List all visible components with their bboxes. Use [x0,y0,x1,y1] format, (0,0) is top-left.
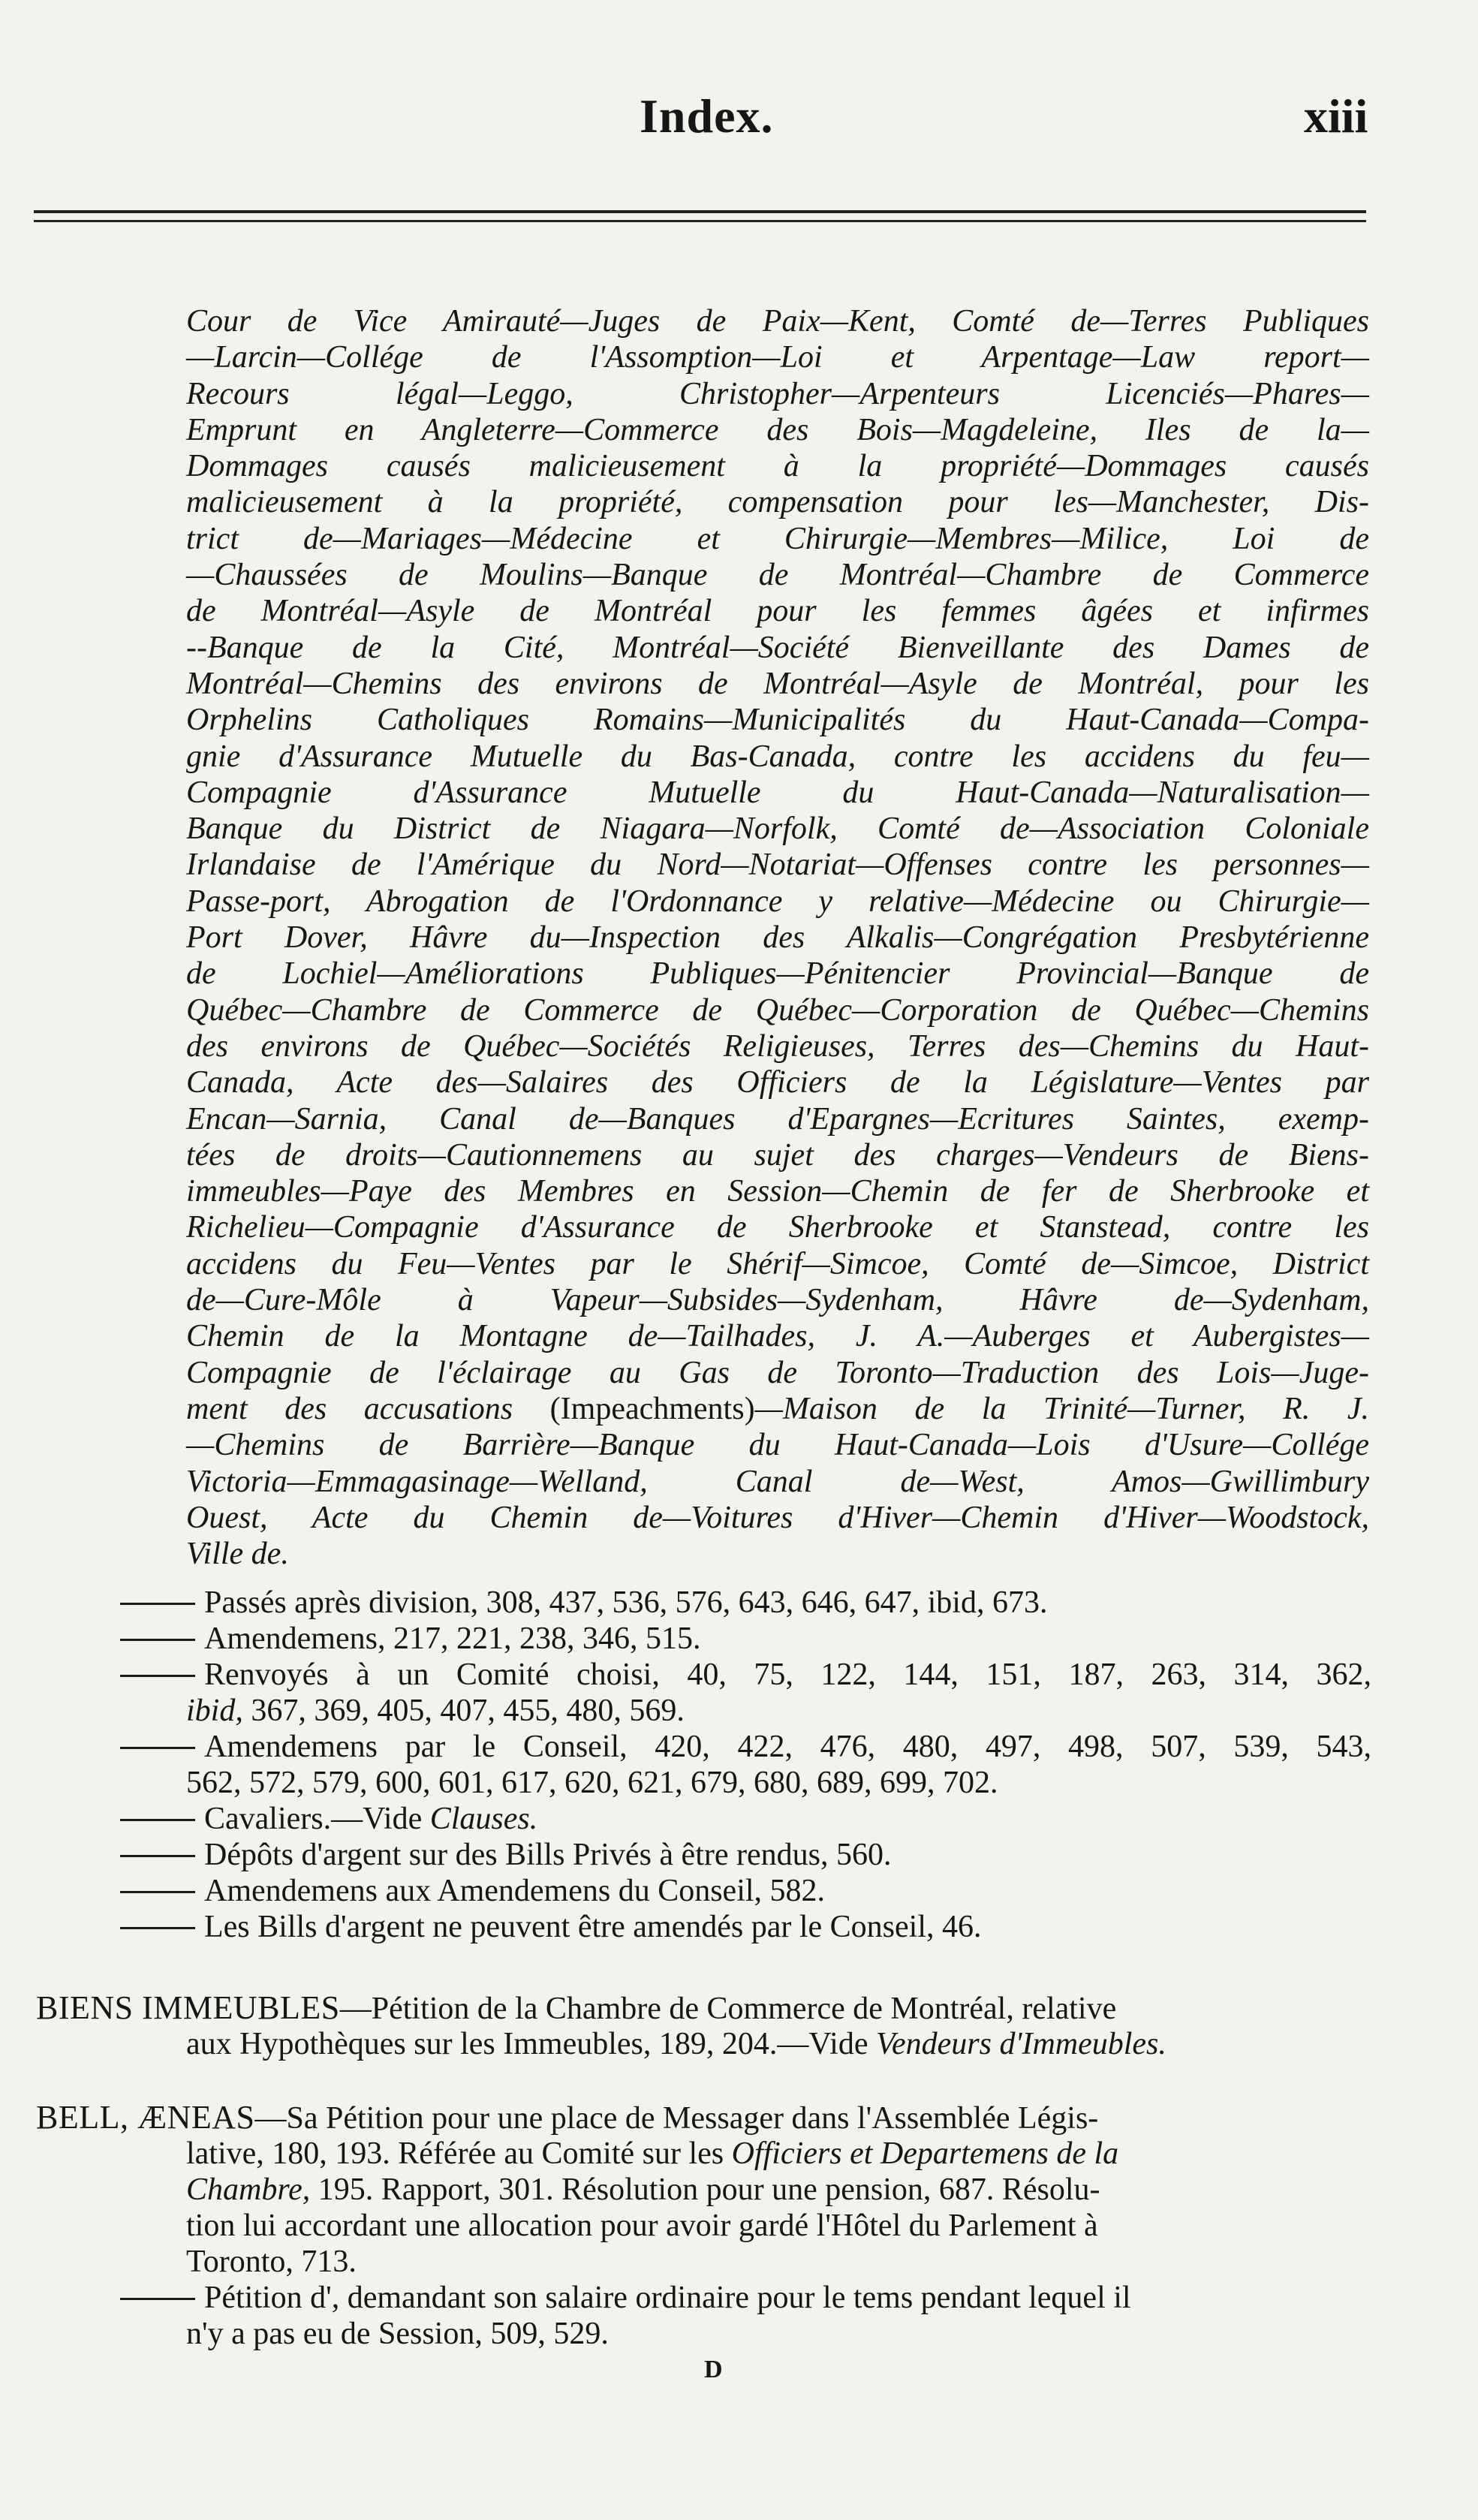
text-line: --Banque de la Cité, Montréal—Société Bienveillante des Dames de [186,630,1369,665]
text-line: Ville de. [186,1537,289,1572]
header-rule-bottom [34,220,1366,222]
em-dash-rule [120,2298,195,2300]
text-line: —Chemins de Barrière—Banque du Haut-Canada—Lois d'Usure—Collége [186,1428,1369,1463]
em-dash-rule [120,1819,195,1821]
entry-line: Toronto, 713. [186,2245,357,2279]
text-line: de Montréal—Asyle de Montréal pour les femmes âgées et infirmes [186,594,1369,629]
subentry-cont-text [186,1693,685,1729]
text-line: Ouest, Acte du Chemin de—Voitures d'Hiver—Chemin d'Hiver—Woodstock, [186,1500,1369,1535]
text-line: —Chaussées de Moulins—Banque de Montréal—Chambre de Commerce [186,558,1369,593]
text-line: Orphelins Catholiques Romains—Municipalités du Haut-Canada—Compa- [186,703,1369,738]
subentry-text: Passés après division, 308, 437, 536, 576, 643, 646, 647, ibid, 673. [204,1585,1048,1620]
signature-mark: D [704,2356,723,2383]
subentry-text: Amendemens par le Conseil, 420, 422, 476, 480, 497, 498, 507, 539, 543, [204,1730,1371,1764]
entry-headword: BELL, ÆNEAS [36,2099,255,2136]
text-line: Encan—Sarnia, Canal de—Banques d'Epargnes—Ecritures Saintes, exemp- [186,1101,1369,1137]
entry-line [186,2136,1118,2172]
running-title: Index. [640,89,774,143]
text-line: Port Dover, Hâvre du—Inspection des Alkalis—Congrégation Presbytérienne [186,920,1369,956]
text-segment: ment des accusations [186,1391,513,1426]
cross-reference-paragraph [186,303,1369,1572]
text-line: gnie d'Assurance Mutuelle du Bas-Canada, contre les accidens du feu— [186,739,1369,774]
text-line: Compagnie de l'éclairage au Gas de Toronto—Traduction des Lois—Juge- [186,1355,1369,1390]
entry-line [186,2026,1166,2062]
text-line-impeachments [186,1391,1369,1427]
em-dash-rule [120,1603,195,1605]
entry-headword: BIENS IMMEUBLES [36,1989,340,2026]
text-segment: 195. Rapport, 301. Résolution pour une pension, 687. Résolu- [310,2172,1100,2207]
subentry-text: Amendemens, 217, 221, 238, 346, 515. [204,1621,701,1656]
text-line: Victoria—Emmagasinage—Welland, Canal de—West, Amos—Gwillimbury [186,1464,1369,1499]
text-line: Cour de Vice Amirauté—Juges de Paix—Kent, Comté de—Terres Publiques [186,304,1369,339]
text-segment: —Maison de la Trinité—Turner, R. J. [754,1391,1369,1426]
em-dash-rule [120,1927,195,1929]
text-line: Banque du District de Niagara—Norfolk, Comté de—Association Coloniale [186,811,1369,847]
text-line: de—Cure-Môle à Vapeur—Subsides—Sydenham, Hâvre de—Sydenham, [186,1283,1369,1318]
text-line: trict de—Mariages—Médecine et Chirurgie—Membres—Milice, Loi de [186,521,1369,556]
entry-line [36,1990,1116,2027]
text-segment: lative, 180, 193. Référée au Comité sur les [186,2136,732,2171]
text-segment-italic: Chambre, [186,2172,311,2207]
text-line: —Larcin—Collége de l'Assomption—Loi et Arpentage—Law report— [186,340,1369,375]
subentry-text: Pétition d', demandant son salaire ordinaire pour le tems pendant lequel il [204,2281,1131,2315]
text-line: Chemin de la Montagne de—Tailhades, J. A.—Auberges et Aubergistes— [186,1319,1369,1354]
entry-line [36,2100,1098,2136]
subentry-cont-text: n'y a pas eu de Session, 509, 529. [186,2317,609,2351]
subentry-text: Renvoyés à un Comité choisi, 40, 75, 122, 144, 151, 187, 263, 314, 362, [204,1657,1371,1692]
text-segment: —Sa Pétition pour une place de Messager dans l'Assemblée Légis- [254,2101,1099,2136]
subentry-text: Les Bills d'argent ne peuvent être amendés par le Conseil, 46. [204,1910,982,1944]
text-line: tées de droits—Cautionnemens au sujet des charges—Vendeurs de Biens- [186,1137,1369,1173]
text-segment-italic: Clauses. [429,1802,538,1836]
text-line: Canada, Acte des—Salaires des Officiers de la Législature—Ventes par [186,1065,1369,1100]
text-line: Dommages causés malicieusement à la propriété—Dommages causés [186,449,1369,484]
text-segment: —Pétition de la Chambre de Commerce de Montréal, relative [339,1992,1117,2026]
em-dash-rule [120,1747,195,1749]
text-line: des environs de Québec—Sociétés Religieuses, Terres des—Chemins du Haut- [186,1028,1369,1064]
text-segment-italic: Vendeurs d'Immeubles. [876,2027,1166,2061]
entry-line [186,2172,1100,2208]
text-segment-italic: Officiers et Departemens de la [731,2136,1119,2171]
subentry-text [204,1801,1371,1837]
subentry-text: Amendemens aux Amendemens du Conseil, 582. [204,1874,826,1908]
text-line: Emprunt en Angleterre—Commerce des Bois—Magdeleine, Iles de la— [186,412,1369,447]
text-line: malicieusement à la propriété, compensation pour les—Manchester, Dis- [186,485,1369,520]
em-dash-rule [120,1639,195,1641]
text-line: Montréal—Chemins des environs de Montréal—Asyle de Montréal, pour les [186,666,1369,701]
text-segment: 367, 369, 405, 407, 455, 480, 569. [242,1694,685,1728]
text-line: Compagnie d'Assurance Mutuelle du Haut-Canada—Naturalisation— [186,775,1369,810]
em-dash-rule [120,1891,195,1893]
impeachments-roman: (Impeachments) [549,1391,755,1426]
entry-line: tion lui accordant une allocation pour avoir gardé l'Hôtel du Parlement à [186,2208,1098,2243]
text-segment: aux Hypothèques sur les Immeubles, 189, 204.—Vide [186,2027,876,2061]
em-dash-rule [120,1855,195,1857]
text-line: Québec—Chambre de Commerce de Québec—Corporation de Québec—Chemins [186,992,1369,1028]
text-line: Recours légal—Leggo, Christopher—Arpenteurs Licenciés—Phares— [186,376,1369,411]
subentry-cont-text: 562, 572, 579, 600, 601, 617, 620, 621, 679, 680, 689, 699, 702. [186,1766,998,1800]
header-rule-top [34,210,1366,213]
text-line: Irlandaise de l'Amérique du Nord—Notariat—Offenses contre les personnes— [186,848,1369,883]
text-line: immeubles—Paye des Membres en Session—Chemin de fer de Sherbrooke et [186,1174,1369,1209]
ibid-italic: ibid, [186,1694,243,1728]
subentry-text: Dépôts d'argent sur des Bills Privés à être rendus, 560. [204,1838,892,1872]
page-number: xiii [1304,89,1368,143]
page-header [0,89,1478,164]
em-dash-rule [120,1675,195,1677]
text-line: Richelieu—Compagnie d'Assurance de Sherbrooke et Stanstead, contre les [186,1210,1369,1245]
text-line: Passe-port, Abrogation de l'Ordonnance y relative—Médecine ou Chirurgie— [186,884,1369,919]
text-line: de Lochiel—Améliorations Publiques—Pénitencier Provincial—Banque de [186,956,1369,992]
text-segment: Cavaliers.—Vide [204,1802,430,1836]
text-line: accidens du Feu—Ventes par le Shérif—Simcoe, Comté de—Simcoe, District [186,1246,1369,1281]
